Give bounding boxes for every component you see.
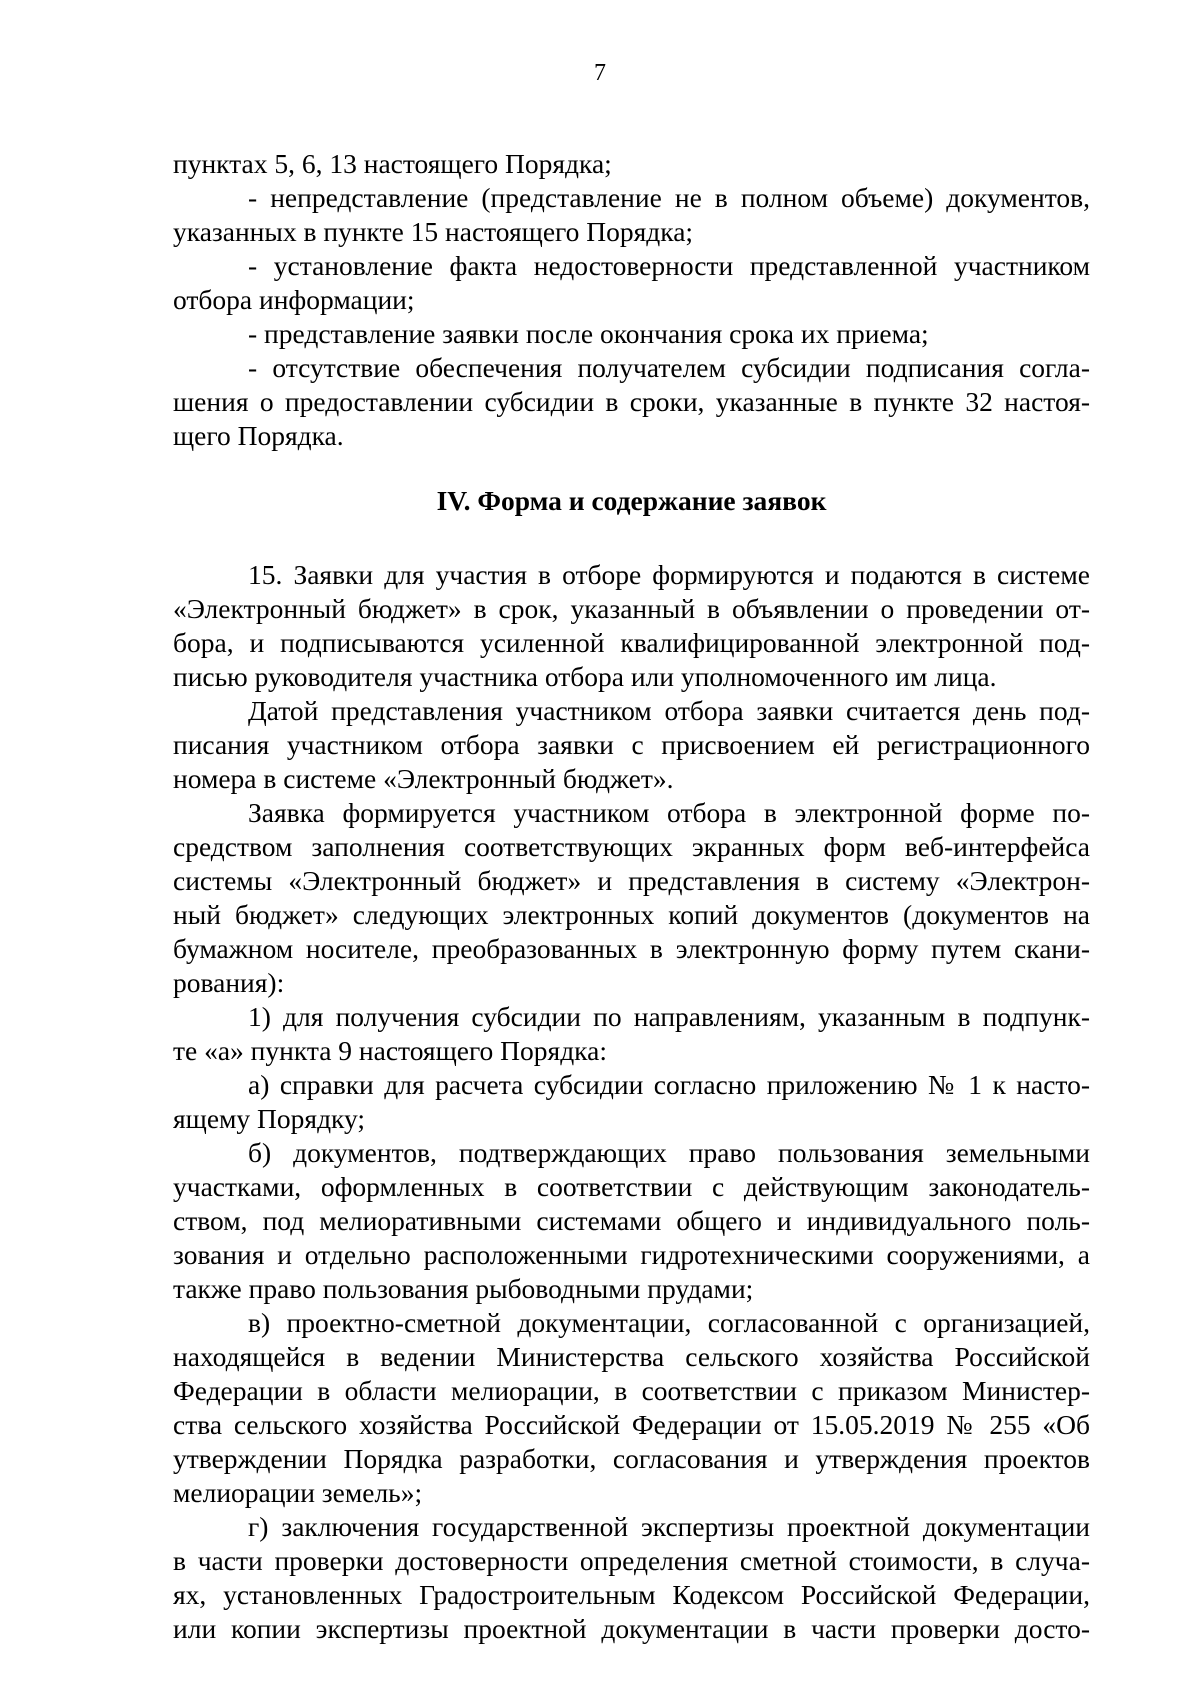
text-line: бумажном носителе, преобразованных в электронную форму путем скани- [173,933,1090,964]
text-line: зования и отдельно расположенными гидротехническими сооружениями, а [173,1239,1090,1270]
paragraph [173,1136,1090,1306]
text-line: ях, установленных Градостроительным Кодексом Российской Федерации, [173,1579,1090,1610]
text-line: Заявка формируется участником отбора в электронной форме по- [248,797,1090,828]
text-line: те «а» пункта 9 настоящего Порядка: [173,1035,607,1066]
paragraph [173,351,1090,453]
text-line: писью руководителя участника отбора или уполномоченного им лица. [173,661,997,692]
paragraph [173,796,1090,1000]
text-line: в) проектно-сметной документации, согласованной с организацией, [248,1307,1090,1338]
text-line: мелиорации земель»; [173,1477,423,1508]
document-body [173,147,1090,1646]
text-line: в части проверки достоверности определения сметной стоимости, в случа- [173,1545,1090,1576]
text-line: г) заключения государственной экспертизы проектной документации [248,1511,1090,1542]
text-line: бора, и подписываются усиленной квалифицированной электронной под- [173,627,1090,658]
text-line: пунктах 5, 6, 13 настоящего Порядка; [173,148,612,179]
text-line: а) справки для расчета субсидии согласно приложению № 1 к насто- [248,1069,1090,1100]
text-line: утверждении Порядка разработки, согласования и утверждения проектов [173,1443,1090,1474]
text-line: шения о предоставлении субсидии в сроки, указанные в пункте 32 настоя- [173,386,1090,417]
text-line: ный бюджет» следующих электронных копий документов (документов на [173,899,1090,930]
text-line: средством заполнения соответствующих экранных форм веб-интерфейса [173,831,1090,862]
text-line: щего Порядка. [173,420,344,451]
paragraph [173,694,1090,796]
text-line: рования): [173,967,285,998]
text-line: ства сельского хозяйства Российской Федерации от 15.05.2019 № 255 «Об [173,1409,1090,1440]
text-line: ящему Порядку; [173,1103,366,1134]
text-line: системы «Электронный бюджет» и представления в систему «Электрон- [173,865,1090,896]
text-line: находящейся в ведении Министерства сельского хозяйства Российской [173,1341,1090,1372]
text-line: или копии экспертизы проектной документации в части проверки досто- [173,1613,1090,1644]
paragraph [173,1510,1090,1646]
page-number: 7 [594,60,606,86]
paragraph [173,1306,1090,1510]
section-heading: IV. Форма и содержание заявок [436,485,827,516]
paragraph [173,181,1090,249]
text-line: - представление заявки после окончания срока их приема; [248,318,929,349]
text-line: отбора информации; [173,284,415,315]
text-line: - установление факта недостоверности представленной участником [248,250,1090,281]
text-line: писания участником отбора заявки с присвоением ей регистрационного [173,729,1090,760]
text-line: «Электронный бюджет» в срок, указанный в объявлении о проведении от- [173,593,1090,624]
text-line: - отсутствие обеспечения получателем субсидии подписания согла- [248,352,1090,383]
text-line: номера в системе «Электронный бюджет». [173,763,674,794]
paragraph [173,249,1090,317]
paragraph [173,147,1090,181]
text-line: Датой представления участником отбора заявки считается день под- [248,695,1090,726]
text-line: указанных в пункте 15 настоящего Порядка; [173,216,694,247]
text-line: 1) для получения субсидии по направлениям, указанным в подпунк- [248,1001,1090,1032]
text-line: также право пользования рыбоводными прудами; [173,1273,754,1304]
text-line: Федерации в области мелиорации, в соответствии с приказом Министер- [173,1375,1090,1406]
paragraph [173,317,1090,351]
section-iii-tail [173,147,1090,453]
text-line: б) документов, подтверждающих право пользования земельными [248,1137,1090,1168]
section-iv-body [173,558,1090,1646]
text-line: 15. Заявки для участия в отборе формируются и подаются в системе [248,559,1090,590]
paragraph [173,1000,1090,1068]
text-line: участками, оформленных в соответствии с действующим законодатель- [173,1171,1090,1202]
text-line: - непредставление (представление не в полном объеме) документов, [248,182,1090,213]
paragraph [173,558,1090,694]
text-line: ством, под мелиоративными системами общего и индивидуального поль- [173,1205,1090,1236]
paragraph [173,1068,1090,1136]
